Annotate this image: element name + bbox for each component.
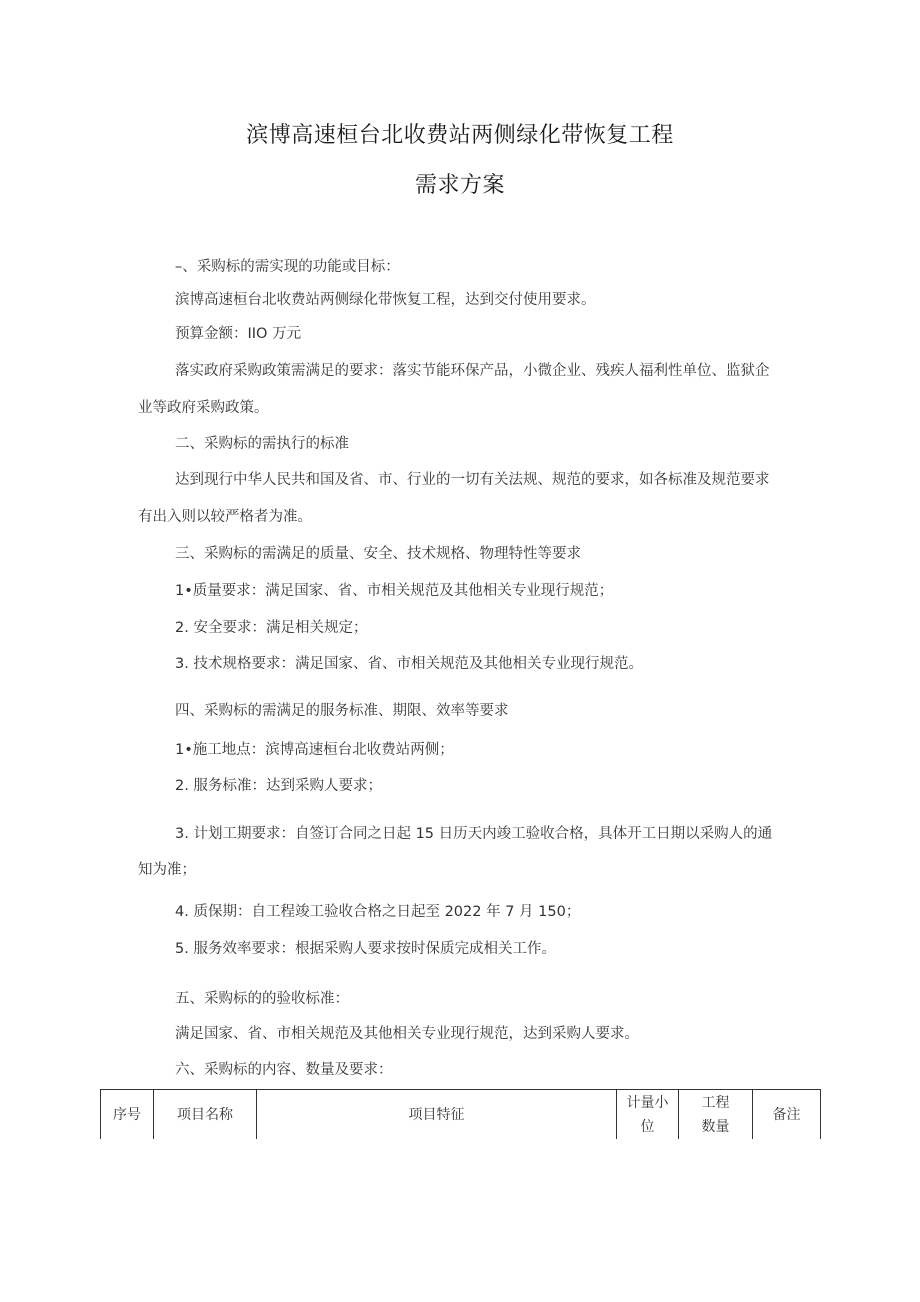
header-unit-line-1: 计量小 [626, 1094, 669, 1111]
header-item-name: 项目名称 [154, 1090, 257, 1140]
standards-paragraph-line-1: 达到现行中华人民共和国及省、市、行业的一切有关法规、规范的要求，如各标准及规范要求 [175, 472, 770, 488]
header-remark: 备注 [753, 1090, 821, 1140]
service-standard-item [175, 774, 382, 795]
section1-heading: –、采购标的需实现的功能或目标： [175, 259, 400, 275]
header-unit-line-2: 位 [640, 1118, 655, 1135]
budget-value: IIO [247, 326, 268, 342]
header-item-features: 项目特征 [257, 1090, 617, 1140]
list-text: 技术规格要求：满足国家、省、市相关规范及其他相关专业现行规范。 [193, 656, 643, 672]
table-header-row [101, 1090, 821, 1140]
list-text: 施工地点：滨博高速桓台北收费站两侧； [192, 742, 454, 758]
section2-heading: 二、采购标的需执行的标准 [175, 436, 349, 452]
title-line-2: 需求方案 [414, 173, 505, 198]
warranty-year: 2022 [444, 904, 482, 920]
schedule-item [175, 822, 772, 843]
budget-unit: 万元 [267, 326, 302, 342]
list-number: 1• [175, 742, 193, 758]
requirements-table [100, 1089, 821, 1139]
acceptance-paragraph: 满足国家、省、市相关规范及其他相关专业现行规范，达到采购人要求。 [175, 1026, 639, 1042]
warranty-item [175, 900, 580, 921]
section4-heading: 四、采购标的需满足的服务标准、期限、效率等要求 [175, 703, 509, 719]
efficiency-item [175, 937, 556, 958]
list-text: ； [565, 904, 581, 920]
warranty-day: 150 [538, 904, 566, 920]
header-seq: 序号 [101, 1090, 154, 1140]
header-quantity-line-2: 数量 [701, 1118, 730, 1135]
header-quantity [679, 1090, 753, 1140]
list-number: 3. [175, 656, 194, 672]
header-quantity-line-1: 工程 [701, 1094, 730, 1111]
list-text: 日历天内竣工验收合格，具体开工日期以采购人的通 [434, 826, 773, 842]
schedule-item-line-2: 知为准； [138, 862, 196, 878]
list-text: 质保期：自工程竣工验收合格之日起至 [193, 904, 445, 920]
list-number: 5. [175, 941, 194, 957]
site-item [175, 738, 454, 759]
list-number: 4. [175, 904, 194, 920]
schedule-days: 15 [415, 826, 435, 842]
budget-line [175, 322, 301, 343]
standards-paragraph-line-2: 有出入则以较严格者为准。 [138, 509, 312, 525]
title-line-1: 滨博高速桓台北收费站两侧绿化带恢复工程 [246, 123, 674, 148]
list-number: 3. [175, 826, 194, 842]
warranty-month: 7 [505, 904, 515, 920]
budget-label: 预算金额： [175, 326, 248, 342]
list-text: 安全要求：满足相关规定； [193, 620, 368, 636]
tech-spec-item [175, 652, 643, 673]
section1-paragraph-1: 滨博高速桓台北收费站两侧绿化带恢复工程，达到交付使用要求。 [175, 292, 596, 308]
list-text: 服务标准：达到采购人要求； [193, 778, 382, 794]
quality-item [175, 579, 613, 600]
list-number: 2. [175, 620, 194, 636]
policy-paragraph-line-1: 落实政府采购政策需满足的要求：落实节能环保产品，小微企业、残疾人福利性单位、监狱企 [175, 363, 770, 379]
list-number: 2. [175, 778, 194, 794]
header-unit [617, 1090, 679, 1140]
list-text: 质量要求：满足国家、省、市相关规范及其他相关专业现行规范； [192, 583, 614, 599]
safety-item [175, 616, 367, 637]
list-text: 服务效率要求：根据采购人要求按时保质完成相关工作。 [193, 941, 556, 957]
list-text: 月 [514, 904, 539, 920]
list-number: 1• [175, 583, 193, 599]
section6-heading: 六、采购标的内容、数量及要求： [175, 1062, 393, 1078]
policy-paragraph-line-2: 业等政府采购政策。 [138, 400, 269, 416]
section5-heading: 五、采购标的的验收标准： [175, 991, 349, 1007]
section3-heading: 三、采购标的需满足的质量、安全、技术规格、物理特性等要求 [175, 546, 581, 562]
list-text: 计划工期要求：自签订合同之日起 [193, 826, 416, 842]
list-text: 年 [481, 904, 506, 920]
